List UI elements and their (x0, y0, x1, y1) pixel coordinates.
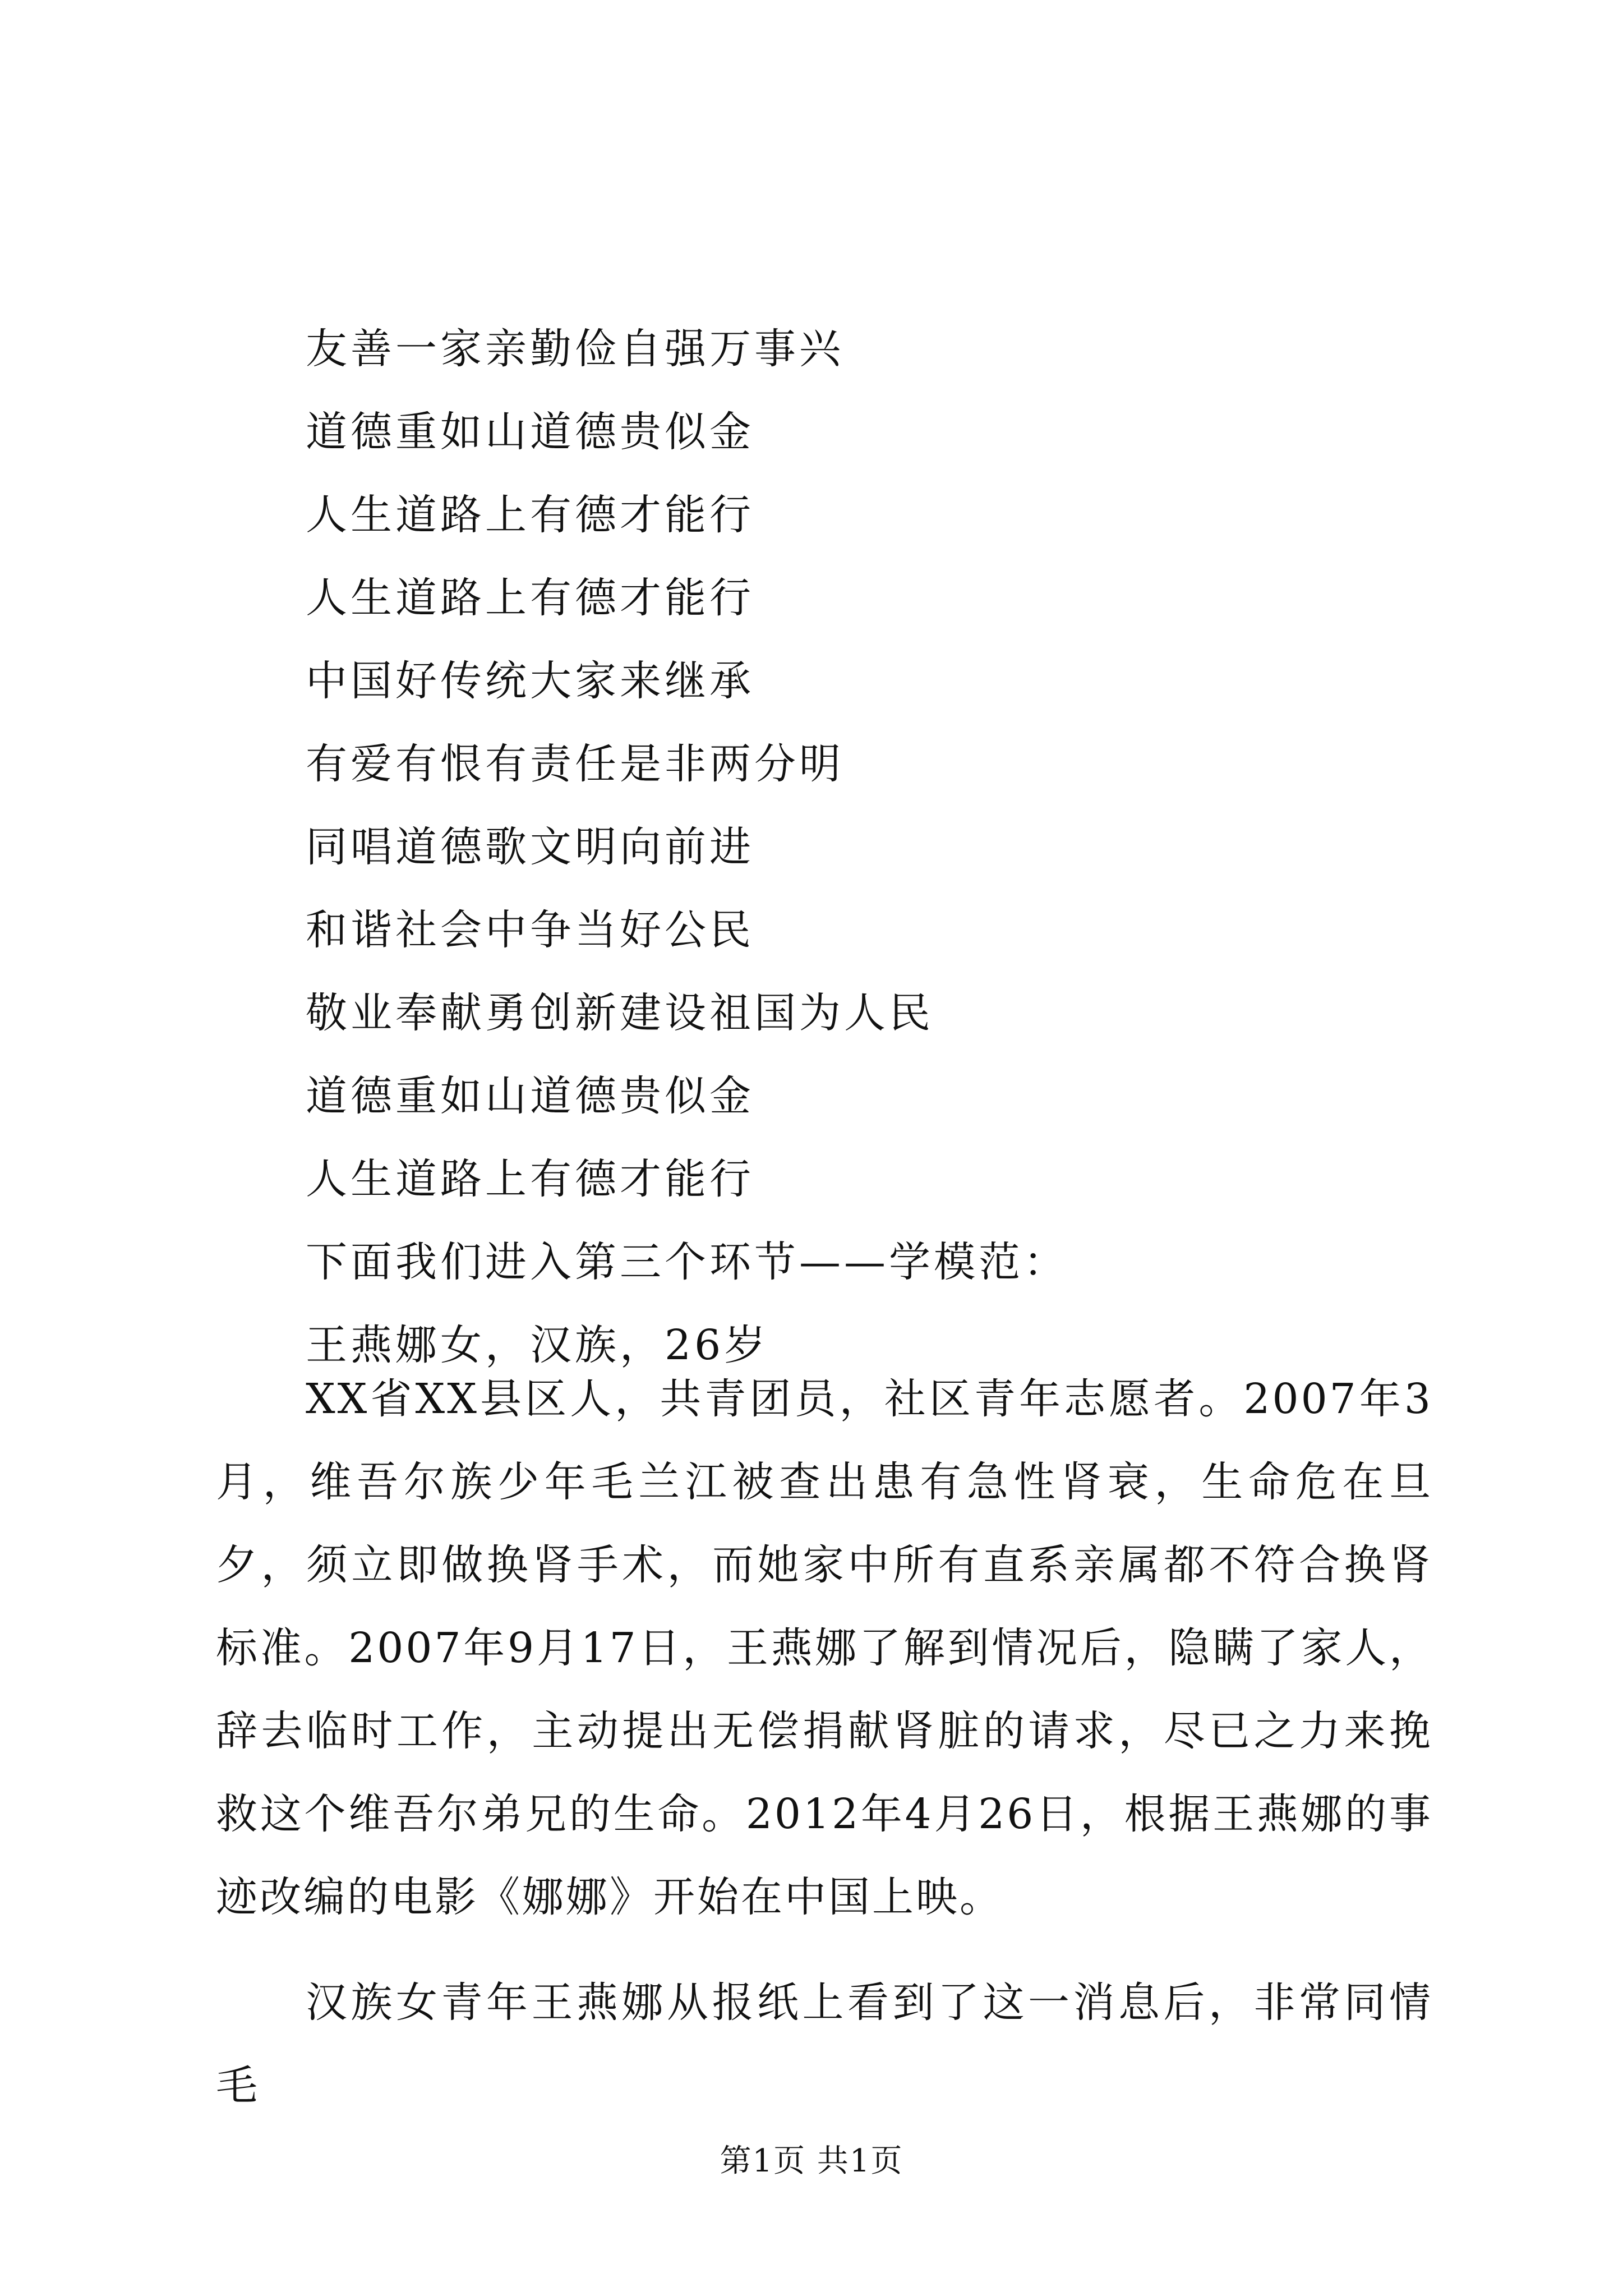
lyrics-block (306, 307, 1427, 1387)
lyric-line: 道德重如山道德贵似金 (306, 408, 754, 456)
lyric-line: 友善一家亲勤俭自强万事兴 (306, 325, 844, 373)
lyric-line: 人生道路上有德才能行 (306, 1155, 754, 1203)
lyric-line: 有爱有恨有责任是非两分明 (306, 740, 844, 788)
lyric-line: 敬业奉献勇创新建设祖国为人民 (306, 989, 934, 1037)
person-intro-line: 王燕娜女，汉族，26岁 (306, 1321, 769, 1369)
lyric-line: 和谐社会中争当好公民 (306, 906, 754, 954)
page-footer: 第1页 共1页 (720, 2143, 903, 2179)
body-paragraph: XX省XX县区人，共青团员，社区青年志愿者。2007年3月，维吾尔族少年毛兰江被查出患有急性肾衰，生命危在旦夕，须立即做换肾手术，而她家中所有直系亲属都不符合换肾标准。2007年9月17日，王燕娜了解到情况后，隐瞒了家人，辞去临时工作，主动提出无偿捐献肾脏的请求，尽已之力来挽救这个维吾尔弟兄的生命。2012年4月26日，根据王燕娜的事迹改编的电影《娜娜》开始在中国上映。 (216, 1375, 1433, 1921)
lyric-line: 道德重如山道德贵似金 (306, 1072, 754, 1120)
section-intro-line: 下面我们进入第三个环节——学模范： (306, 1238, 1068, 1286)
lyric-line: 同唱道德歌文明向前进 (306, 823, 754, 871)
lyric-line: 人生道路上有德才能行 (306, 491, 754, 539)
lyric-line: 人生道路上有德才能行 (306, 574, 754, 622)
body-paragraph: 汉族女青年王燕娜从报纸上看到了这一消息后，非常同情毛 (216, 1978, 1433, 2110)
lyric-line: 中国好传统大家来继承 (306, 657, 754, 705)
